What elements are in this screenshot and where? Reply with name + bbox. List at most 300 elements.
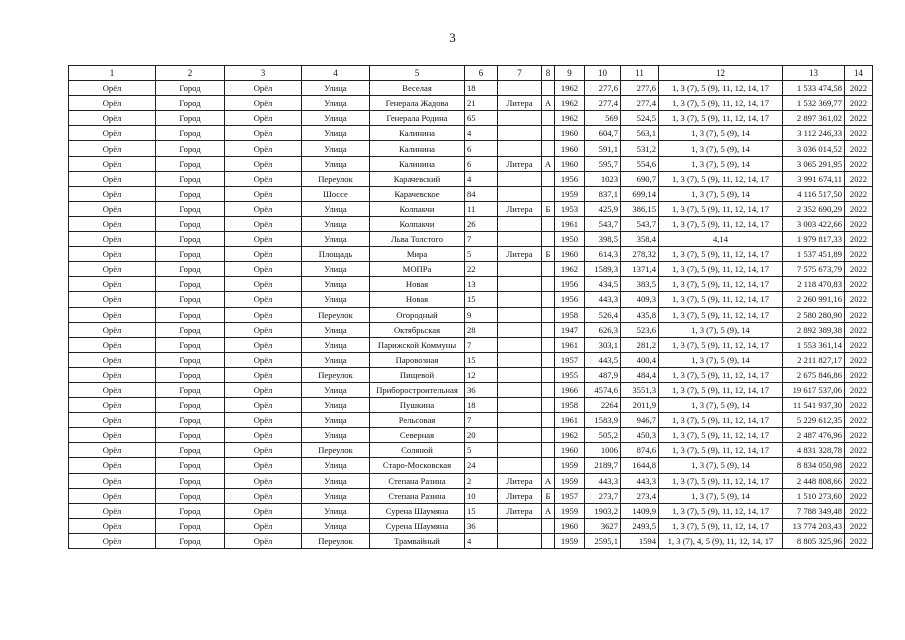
- col-settlement-cell: Орёл: [69, 518, 156, 533]
- col-street-type-cell: Улица: [302, 352, 370, 367]
- col-cost-cell: 2 580 280,90: [783, 307, 845, 322]
- col-street-cell: Веселая: [370, 81, 465, 96]
- col-type-cell: Город: [156, 81, 225, 96]
- col-house-cell: 36: [465, 382, 498, 397]
- col-house-cell: 10: [465, 488, 498, 503]
- col-type-cell: Город: [156, 292, 225, 307]
- col-house-cell: 21: [465, 96, 498, 111]
- col-letter-cell: Б: [542, 247, 555, 262]
- col-year-cell: 1947: [555, 322, 585, 337]
- col-area-living-cell: 281,2: [621, 337, 659, 352]
- col-year-cell: 1961: [555, 413, 585, 428]
- col-street-type-cell: Улица: [302, 126, 370, 141]
- col-type-cell: Город: [156, 382, 225, 397]
- col-settlement-cell: Орёл: [69, 352, 156, 367]
- col-works-cell: 1, 3 (7), 5 (9), 14: [659, 458, 783, 473]
- col-year-cell: 1961: [555, 337, 585, 352]
- header-cell-14: 14: [845, 66, 873, 81]
- col-area-total-cell: 837,1: [585, 186, 621, 201]
- col-period-cell: 2022: [845, 186, 873, 201]
- col-works-cell: 1, 3 (7), 5 (9), 11, 12, 14, 17: [659, 201, 783, 216]
- col-year-cell: 1959: [555, 186, 585, 201]
- col-area-total-cell: 277,6: [585, 81, 621, 96]
- col-area-total-cell: 277,4: [585, 96, 621, 111]
- header-cell-10: 10: [585, 66, 621, 81]
- col-period-cell: 2022: [845, 473, 873, 488]
- col-letter-cell: [542, 277, 555, 292]
- col-house-cell: 4: [465, 126, 498, 141]
- table-row: [69, 503, 873, 518]
- col-type-cell: Город: [156, 141, 225, 156]
- col-year-cell: 1950: [555, 232, 585, 247]
- col-city-cell: Орёл: [225, 262, 302, 277]
- col-city-cell: Орёл: [225, 533, 302, 548]
- col-house-cell: 22: [465, 262, 498, 277]
- col-street-cell: Генерала Родина: [370, 111, 465, 126]
- col-city-cell: Орёл: [225, 322, 302, 337]
- col-letter-label-cell: [498, 186, 542, 201]
- col-letter-cell: А: [542, 156, 555, 171]
- col-works-cell: 1, 3 (7), 5 (9), 11, 12, 14, 17: [659, 443, 783, 458]
- col-letter-cell: [542, 307, 555, 322]
- col-area-living-cell: 435,8: [621, 307, 659, 322]
- col-letter-label-cell: [498, 443, 542, 458]
- col-type-cell: Город: [156, 201, 225, 216]
- col-settlement-cell: Орёл: [69, 503, 156, 518]
- col-period-cell: 2022: [845, 141, 873, 156]
- col-cost-cell: 1 532 369,77: [783, 96, 845, 111]
- col-letter-label-cell: [498, 533, 542, 548]
- table-row: [69, 322, 873, 337]
- col-letter-cell: [542, 216, 555, 231]
- col-street-type-cell: Переулок: [302, 443, 370, 458]
- col-house-cell: 7: [465, 337, 498, 352]
- col-street-cell: Калинина: [370, 126, 465, 141]
- col-street-type-cell: Переулок: [302, 307, 370, 322]
- col-house-cell: 15: [465, 292, 498, 307]
- col-cost-cell: 2 211 827,17: [783, 352, 845, 367]
- col-year-cell: 1959: [555, 473, 585, 488]
- col-city-cell: Орёл: [225, 503, 302, 518]
- col-cost-cell: 1 979 817,33: [783, 232, 845, 247]
- col-period-cell: 2022: [845, 443, 873, 458]
- table-row: [69, 232, 873, 247]
- col-type-cell: Город: [156, 322, 225, 337]
- col-letter-label-cell: [498, 367, 542, 382]
- col-cost-cell: 3 003 422,66: [783, 216, 845, 231]
- col-area-total-cell: 569: [585, 111, 621, 126]
- col-period-cell: 2022: [845, 81, 873, 96]
- col-period-cell: 2022: [845, 232, 873, 247]
- header-cell-5: 5: [370, 66, 465, 81]
- col-period-cell: 2022: [845, 307, 873, 322]
- col-type-cell: Город: [156, 262, 225, 277]
- col-period-cell: 2022: [845, 322, 873, 337]
- col-street-cell: Старо-Московская: [370, 458, 465, 473]
- col-street-cell: Карачевское: [370, 186, 465, 201]
- col-area-total-cell: 3627: [585, 518, 621, 533]
- col-settlement-cell: Орёл: [69, 443, 156, 458]
- col-type-cell: Город: [156, 307, 225, 322]
- col-area-living-cell: 543,7: [621, 216, 659, 231]
- col-works-cell: 4,14: [659, 232, 783, 247]
- col-year-cell: 1962: [555, 96, 585, 111]
- col-letter-cell: [542, 262, 555, 277]
- col-area-total-cell: 443,3: [585, 473, 621, 488]
- col-year-cell: 1959: [555, 503, 585, 518]
- table-row: [69, 126, 873, 141]
- col-street-type-cell: Переулок: [302, 533, 370, 548]
- col-year-cell: 1962: [555, 111, 585, 126]
- page-number: 3: [449, 30, 456, 45]
- col-works-cell: 1, 3 (7), 5 (9), 11, 12, 14, 17: [659, 367, 783, 382]
- col-area-living-cell: 1594: [621, 533, 659, 548]
- header-row: [69, 66, 873, 81]
- col-works-cell: 1, 3 (7), 5 (9), 11, 12, 14, 17: [659, 96, 783, 111]
- col-year-cell: 1956: [555, 292, 585, 307]
- col-period-cell: 2022: [845, 503, 873, 518]
- col-city-cell: Орёл: [225, 277, 302, 292]
- col-street-cell: Степана Разина: [370, 488, 465, 503]
- col-letter-label-cell: [498, 382, 542, 397]
- col-letter-label-cell: [498, 262, 542, 277]
- col-year-cell: 1966: [555, 382, 585, 397]
- col-cost-cell: 1 553 361,14: [783, 337, 845, 352]
- col-street-cell: Северная: [370, 428, 465, 443]
- col-city-cell: Орёл: [225, 186, 302, 201]
- col-street-type-cell: Улица: [302, 216, 370, 231]
- col-type-cell: Город: [156, 443, 225, 458]
- col-street-cell: МОПРа: [370, 262, 465, 277]
- col-works-cell: 1, 3 (7), 5 (9), 14: [659, 141, 783, 156]
- col-type-cell: Город: [156, 518, 225, 533]
- col-street-type-cell: Улица: [302, 96, 370, 111]
- table-row: [69, 398, 873, 413]
- col-letter-label-cell: Литера: [498, 96, 542, 111]
- col-house-cell: 7: [465, 232, 498, 247]
- col-year-cell: 1958: [555, 307, 585, 322]
- col-works-cell: 1, 3 (7), 5 (9), 14: [659, 398, 783, 413]
- table-row: [69, 307, 873, 322]
- col-area-total-cell: 425,9: [585, 201, 621, 216]
- table-row: [69, 141, 873, 156]
- col-settlement-cell: Орёл: [69, 186, 156, 201]
- col-type-cell: Город: [156, 247, 225, 262]
- col-settlement-cell: Орёл: [69, 247, 156, 262]
- col-letter-label-cell: [498, 428, 542, 443]
- col-period-cell: 2022: [845, 216, 873, 231]
- col-settlement-cell: Орёл: [69, 488, 156, 503]
- col-area-living-cell: 531,2: [621, 141, 659, 156]
- table-row: [69, 367, 873, 382]
- col-house-cell: 5: [465, 247, 498, 262]
- col-letter-cell: А: [542, 473, 555, 488]
- col-period-cell: 2022: [845, 96, 873, 111]
- col-street-type-cell: Улица: [302, 458, 370, 473]
- col-house-cell: 13: [465, 277, 498, 292]
- col-area-living-cell: 946,7: [621, 413, 659, 428]
- col-street-type-cell: Улица: [302, 337, 370, 352]
- col-type-cell: Город: [156, 96, 225, 111]
- col-street-type-cell: Улица: [302, 382, 370, 397]
- col-area-living-cell: 278,32: [621, 247, 659, 262]
- col-house-cell: 7: [465, 413, 498, 428]
- col-area-living-cell: 1371,4: [621, 262, 659, 277]
- col-house-cell: 18: [465, 81, 498, 96]
- col-letter-cell: [542, 458, 555, 473]
- col-house-cell: 28: [465, 322, 498, 337]
- col-city-cell: Орёл: [225, 443, 302, 458]
- col-period-cell: 2022: [845, 428, 873, 443]
- register-table-body: [69, 66, 873, 549]
- col-area-living-cell: 443,3: [621, 473, 659, 488]
- col-house-cell: 9: [465, 307, 498, 322]
- col-period-cell: 2022: [845, 367, 873, 382]
- col-cost-cell: 2 487 476,96: [783, 428, 845, 443]
- header-cell-11: 11: [621, 66, 659, 81]
- col-cost-cell: 2 675 846,86: [783, 367, 845, 382]
- col-letter-label-cell: Литера: [498, 503, 542, 518]
- col-letter-cell: А: [542, 96, 555, 111]
- header-cell-6: 6: [465, 66, 498, 81]
- col-street-type-cell: Улица: [302, 156, 370, 171]
- col-letter-cell: [542, 186, 555, 201]
- col-street-type-cell: Улица: [302, 413, 370, 428]
- col-year-cell: 1957: [555, 488, 585, 503]
- col-area-total-cell: 4574,6: [585, 382, 621, 397]
- col-city-cell: Орёл: [225, 367, 302, 382]
- col-cost-cell: 2 892 389,38: [783, 322, 845, 337]
- col-street-cell: Мира: [370, 247, 465, 262]
- col-area-total-cell: 526,4: [585, 307, 621, 322]
- table-row: [69, 201, 873, 216]
- col-letter-cell: Б: [542, 488, 555, 503]
- col-house-cell: 12: [465, 367, 498, 382]
- col-street-type-cell: Улица: [302, 141, 370, 156]
- col-settlement-cell: Орёл: [69, 111, 156, 126]
- col-letter-label-cell: [498, 413, 542, 428]
- col-area-living-cell: 699,14: [621, 186, 659, 201]
- col-works-cell: 1, 3 (7), 5 (9), 11, 12, 14, 17: [659, 413, 783, 428]
- col-street-type-cell: Площадь: [302, 247, 370, 262]
- col-street-cell: Пушкина: [370, 398, 465, 413]
- col-area-living-cell: 563,1: [621, 126, 659, 141]
- col-street-type-cell: Улица: [302, 277, 370, 292]
- col-street-type-cell: Улица: [302, 111, 370, 126]
- col-letter-cell: Б: [542, 201, 555, 216]
- col-street-cell: Огородный: [370, 307, 465, 322]
- col-street-type-cell: Улица: [302, 398, 370, 413]
- col-works-cell: 1, 3 (7), 5 (9), 14: [659, 322, 783, 337]
- col-city-cell: Орёл: [225, 141, 302, 156]
- col-type-cell: Город: [156, 232, 225, 247]
- col-cost-cell: 7 575 673,79: [783, 262, 845, 277]
- col-letter-label-cell: Литера: [498, 473, 542, 488]
- table-row: [69, 96, 873, 111]
- col-type-cell: Город: [156, 428, 225, 443]
- col-street-cell: Соляной: [370, 443, 465, 458]
- col-works-cell: 1, 3 (7), 5 (9), 11, 12, 14, 17: [659, 171, 783, 186]
- table-row: [69, 216, 873, 231]
- col-street-cell: Пищевой: [370, 367, 465, 382]
- col-cost-cell: 2 352 690,29: [783, 201, 845, 216]
- col-settlement-cell: Орёл: [69, 171, 156, 186]
- col-period-cell: 2022: [845, 533, 873, 548]
- col-area-living-cell: 523,6: [621, 322, 659, 337]
- col-area-total-cell: 2189,7: [585, 458, 621, 473]
- col-letter-cell: [542, 111, 555, 126]
- col-area-living-cell: 383,5: [621, 277, 659, 292]
- table-row: [69, 247, 873, 262]
- col-settlement-cell: Орёл: [69, 277, 156, 292]
- col-year-cell: 1962: [555, 81, 585, 96]
- col-area-living-cell: 450,3: [621, 428, 659, 443]
- col-city-cell: Орёл: [225, 337, 302, 352]
- col-letter-cell: [542, 352, 555, 367]
- col-cost-cell: 3 112 246,33: [783, 126, 845, 141]
- col-settlement-cell: Орёл: [69, 473, 156, 488]
- col-street-type-cell: Улица: [302, 428, 370, 443]
- col-street-cell: Октябрьская: [370, 322, 465, 337]
- col-house-cell: 11: [465, 201, 498, 216]
- col-settlement-cell: Орёл: [69, 141, 156, 156]
- col-letter-cell: [542, 398, 555, 413]
- col-period-cell: 2022: [845, 518, 873, 533]
- col-type-cell: Город: [156, 111, 225, 126]
- col-cost-cell: 11 541 937,30: [783, 398, 845, 413]
- col-street-cell: Сурена Шаумяна: [370, 503, 465, 518]
- col-settlement-cell: Орёл: [69, 156, 156, 171]
- col-house-cell: 26: [465, 216, 498, 231]
- col-settlement-cell: Орёл: [69, 81, 156, 96]
- col-period-cell: 2022: [845, 352, 873, 367]
- col-letter-label-cell: [498, 111, 542, 126]
- col-period-cell: 2022: [845, 156, 873, 171]
- col-area-total-cell: 1023: [585, 171, 621, 186]
- col-house-cell: 18: [465, 398, 498, 413]
- col-letter-label-cell: [498, 292, 542, 307]
- table-row: [69, 111, 873, 126]
- col-area-total-cell: 2264: [585, 398, 621, 413]
- col-letter-label-cell: [498, 141, 542, 156]
- col-type-cell: Город: [156, 367, 225, 382]
- col-area-living-cell: 690,7: [621, 171, 659, 186]
- col-letter-label-cell: Литера: [498, 488, 542, 503]
- col-house-cell: 20: [465, 428, 498, 443]
- col-settlement-cell: Орёл: [69, 201, 156, 216]
- col-area-living-cell: 874,6: [621, 443, 659, 458]
- col-area-total-cell: 303,1: [585, 337, 621, 352]
- table-row: [69, 81, 873, 96]
- col-cost-cell: 1 533 474,58: [783, 81, 845, 96]
- header-cell-3: 3: [225, 66, 302, 81]
- table-row: [69, 337, 873, 352]
- col-area-living-cell: 386,15: [621, 201, 659, 216]
- col-street-type-cell: Улица: [302, 201, 370, 216]
- col-cost-cell: 3 991 674,11: [783, 171, 845, 186]
- col-area-total-cell: 434,5: [585, 277, 621, 292]
- col-house-cell: 84: [465, 186, 498, 201]
- table-row: [69, 458, 873, 473]
- col-year-cell: 1955: [555, 367, 585, 382]
- col-area-living-cell: 554,6: [621, 156, 659, 171]
- table-row: [69, 488, 873, 503]
- col-street-type-cell: Улица: [302, 262, 370, 277]
- col-street-type-cell: Улица: [302, 488, 370, 503]
- col-type-cell: Город: [156, 413, 225, 428]
- header-cell-9: 9: [555, 66, 585, 81]
- col-settlement-cell: Орёл: [69, 428, 156, 443]
- table-row: [69, 382, 873, 397]
- col-area-living-cell: 277,6: [621, 81, 659, 96]
- col-area-total-cell: 1583,9: [585, 413, 621, 428]
- col-settlement-cell: Орёл: [69, 307, 156, 322]
- col-house-cell: 15: [465, 352, 498, 367]
- col-year-cell: 1962: [555, 262, 585, 277]
- col-works-cell: 1, 3 (7), 5 (9), 11, 12, 14, 17: [659, 518, 783, 533]
- col-house-cell: 36: [465, 518, 498, 533]
- col-type-cell: Город: [156, 473, 225, 488]
- col-works-cell: 1, 3 (7), 5 (9), 14: [659, 352, 783, 367]
- col-house-cell: 4: [465, 533, 498, 548]
- col-street-type-cell: Улица: [302, 81, 370, 96]
- col-area-living-cell: 524,5: [621, 111, 659, 126]
- col-city-cell: Орёл: [225, 201, 302, 216]
- col-house-cell: 65: [465, 111, 498, 126]
- col-street-cell: Паровозная: [370, 352, 465, 367]
- col-year-cell: 1958: [555, 398, 585, 413]
- col-cost-cell: 3 065 291,95: [783, 156, 845, 171]
- col-letter-label-cell: [498, 232, 542, 247]
- col-area-total-cell: 273,7: [585, 488, 621, 503]
- col-area-total-cell: 1589,3: [585, 262, 621, 277]
- col-year-cell: 1953: [555, 201, 585, 216]
- col-year-cell: 1957: [555, 352, 585, 367]
- col-works-cell: 1, 3 (7), 5 (9), 11, 12, 14, 17: [659, 81, 783, 96]
- col-city-cell: Орёл: [225, 232, 302, 247]
- col-letter-label-cell: [498, 322, 542, 337]
- col-letter-label-cell: [498, 518, 542, 533]
- col-city-cell: Орёл: [225, 156, 302, 171]
- col-street-cell: Сурена Шаумяна: [370, 518, 465, 533]
- col-area-total-cell: 591,1: [585, 141, 621, 156]
- col-cost-cell: 8 834 050,98: [783, 458, 845, 473]
- col-period-cell: 2022: [845, 413, 873, 428]
- col-street-cell: Парижской Коммуны: [370, 337, 465, 352]
- col-cost-cell: 8 805 325,96: [783, 533, 845, 548]
- col-street-cell: Рельсовая: [370, 413, 465, 428]
- col-city-cell: Орёл: [225, 488, 302, 503]
- col-year-cell: 1959: [555, 533, 585, 548]
- col-works-cell: 1, 3 (7), 5 (9), 11, 12, 14, 17: [659, 382, 783, 397]
- col-letter-label-cell: [498, 352, 542, 367]
- col-period-cell: 2022: [845, 292, 873, 307]
- col-type-cell: Город: [156, 488, 225, 503]
- col-street-type-cell: Переулок: [302, 171, 370, 186]
- col-city-cell: Орёл: [225, 247, 302, 262]
- col-street-cell: Карачевский: [370, 171, 465, 186]
- col-settlement-cell: Орёл: [69, 292, 156, 307]
- col-street-cell: Приборостроительная: [370, 382, 465, 397]
- col-letter-cell: [542, 81, 555, 96]
- col-area-total-cell: 2595,1: [585, 533, 621, 548]
- col-letter-cell: [542, 413, 555, 428]
- col-house-cell: 15: [465, 503, 498, 518]
- col-area-living-cell: 358,4: [621, 232, 659, 247]
- col-area-living-cell: 277,4: [621, 96, 659, 111]
- col-area-living-cell: 3551,3: [621, 382, 659, 397]
- col-house-cell: 5: [465, 443, 498, 458]
